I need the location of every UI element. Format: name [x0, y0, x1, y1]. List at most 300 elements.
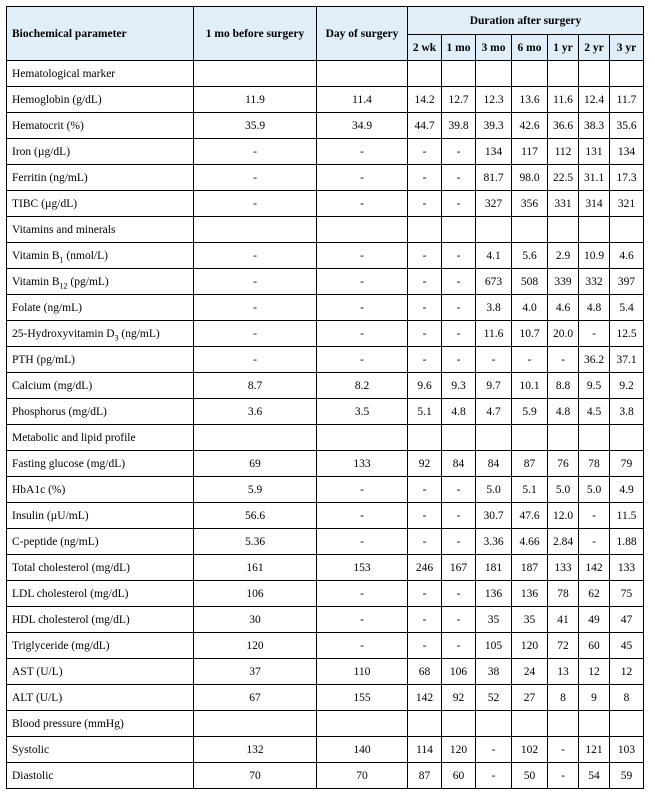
header-period: 1 mo	[442, 35, 476, 61]
value-cell: -	[408, 269, 442, 295]
row-label	[7, 269, 194, 295]
value-cell: 4.66	[512, 529, 548, 555]
value-cell: -	[408, 633, 442, 659]
value-cell: 14.2	[408, 87, 442, 113]
table-row	[7, 451, 644, 477]
row-label-text: Iron (µg/dL)	[12, 145, 71, 158]
row-label	[7, 243, 194, 269]
row-label	[7, 113, 194, 139]
table-row	[7, 763, 644, 789]
value-cell: 4.8	[442, 399, 476, 425]
table-row	[7, 347, 644, 373]
value-cell: 397	[610, 269, 644, 295]
value-cell: 36.2	[579, 347, 610, 373]
empty-cell	[610, 61, 644, 87]
value-cell: -	[442, 243, 476, 269]
table-row	[7, 685, 644, 711]
row-label-text: Phosphorus (mg/dL)	[12, 405, 107, 418]
value-cell: -	[442, 191, 476, 217]
value-cell: 11.7	[610, 87, 644, 113]
empty-cell	[317, 425, 408, 451]
value-cell: 106	[442, 659, 476, 685]
empty-cell	[194, 61, 317, 87]
value-cell: 35.9	[194, 113, 317, 139]
row-label	[7, 555, 194, 581]
value-cell: 4.6	[610, 243, 644, 269]
value-cell: 5.9	[512, 399, 548, 425]
table-row	[7, 373, 644, 399]
empty-cell	[579, 61, 610, 87]
value-cell: 60	[442, 763, 476, 789]
value-cell: 30.7	[476, 503, 512, 529]
value-cell: 321	[610, 191, 644, 217]
value-cell: -	[408, 139, 442, 165]
table-row	[7, 269, 644, 295]
value-cell: 508	[512, 269, 548, 295]
table-header	[7, 7, 644, 61]
empty-cell	[579, 217, 610, 243]
value-cell: 9.7	[476, 373, 512, 399]
empty-cell	[408, 711, 442, 737]
value-cell: 5.6	[512, 243, 548, 269]
value-cell: -	[317, 139, 408, 165]
value-cell: 60	[579, 633, 610, 659]
empty-cell	[408, 217, 442, 243]
value-cell: 87	[408, 763, 442, 789]
value-cell: 5.0	[579, 477, 610, 503]
value-cell: 114	[408, 737, 442, 763]
value-cell: -	[408, 347, 442, 373]
value-cell: -	[408, 607, 442, 633]
value-cell: 50	[512, 763, 548, 789]
value-cell: 5.0	[548, 477, 579, 503]
value-cell: 3.6	[194, 399, 317, 425]
value-cell: 78	[579, 451, 610, 477]
empty-cell	[512, 61, 548, 87]
value-cell: -	[476, 347, 512, 373]
value-cell: 327	[476, 191, 512, 217]
table-row	[7, 607, 644, 633]
value-cell: 112	[548, 139, 579, 165]
value-cell: -	[579, 529, 610, 555]
row-label	[7, 477, 194, 503]
header-period: 6 mo	[512, 35, 548, 61]
value-cell: 2.9	[548, 243, 579, 269]
value-cell: 5.1	[408, 399, 442, 425]
row-label-text: AST (U/L)	[12, 665, 63, 678]
value-cell: 121	[579, 737, 610, 763]
value-cell: 8	[548, 685, 579, 711]
empty-cell	[610, 425, 644, 451]
value-cell: -	[476, 737, 512, 763]
value-cell: 49	[579, 607, 610, 633]
value-cell: 187	[512, 555, 548, 581]
row-label-text: Vitamin B	[12, 249, 60, 262]
value-cell: 4.9	[610, 477, 644, 503]
row-label-text: Hematocrit (%)	[12, 119, 84, 132]
value-cell: -	[442, 477, 476, 503]
value-cell: -	[548, 763, 579, 789]
value-cell: 314	[579, 191, 610, 217]
row-label-text: C-peptide (ng/mL)	[12, 535, 99, 548]
value-cell: -	[317, 477, 408, 503]
value-cell: 92	[408, 451, 442, 477]
value-cell: 12.3	[476, 87, 512, 113]
value-cell: 84	[442, 451, 476, 477]
value-cell: -	[317, 607, 408, 633]
row-label-text: Hemoglobin (g/dL)	[12, 93, 102, 106]
value-cell: 11.5	[610, 503, 644, 529]
value-cell: 12.4	[579, 87, 610, 113]
empty-cell	[194, 425, 317, 451]
empty-cell	[442, 217, 476, 243]
value-cell: 136	[476, 581, 512, 607]
row-label-text: Calcium (mg/dL)	[12, 379, 93, 392]
value-cell: 47	[610, 607, 644, 633]
value-cell: 35.6	[610, 113, 644, 139]
value-cell: 5.9	[194, 477, 317, 503]
value-cell: -	[317, 191, 408, 217]
value-cell: 133	[610, 555, 644, 581]
row-label	[7, 191, 194, 217]
section-label: Metabolic and lipid profile	[7, 425, 194, 451]
value-cell: 5.4	[610, 295, 644, 321]
row-label-text: ALT (U/L)	[12, 691, 63, 704]
value-cell: 75	[610, 581, 644, 607]
value-cell: 117	[512, 139, 548, 165]
row-label-subscript: 3	[114, 332, 119, 342]
value-cell: -	[442, 503, 476, 529]
value-cell: 120	[512, 633, 548, 659]
value-cell: -	[408, 165, 442, 191]
header-day-of-surgery: Day of surgery	[317, 7, 408, 61]
value-cell: -	[194, 165, 317, 191]
empty-cell	[548, 217, 579, 243]
section-row	[7, 217, 644, 243]
value-cell: -	[317, 347, 408, 373]
value-cell: 120	[442, 737, 476, 763]
value-cell: 5.0	[476, 477, 512, 503]
row-label-text: HbA1c (%)	[12, 483, 66, 496]
table-row	[7, 633, 644, 659]
empty-cell	[408, 61, 442, 87]
value-cell: -	[408, 243, 442, 269]
table-row	[7, 321, 644, 347]
table-row	[7, 555, 644, 581]
row-label	[7, 581, 194, 607]
header-parameter: Biochemical parameter	[7, 7, 194, 61]
empty-cell	[512, 217, 548, 243]
value-cell: 34.9	[317, 113, 408, 139]
value-cell: 3.8	[476, 295, 512, 321]
value-cell: -	[548, 347, 579, 373]
empty-cell	[317, 61, 408, 87]
value-cell: 3.8	[610, 399, 644, 425]
row-label-text: 25-Hydroxyvitamin D	[12, 327, 115, 340]
value-cell: 39.3	[476, 113, 512, 139]
value-cell: 4.5	[579, 399, 610, 425]
value-cell: 132	[194, 737, 317, 763]
value-cell: -	[408, 295, 442, 321]
header-period: 2 yr	[579, 35, 610, 61]
value-cell: 8.2	[317, 373, 408, 399]
value-cell: 44.7	[408, 113, 442, 139]
empty-cell	[548, 425, 579, 451]
value-cell: -	[442, 633, 476, 659]
row-label	[7, 685, 194, 711]
table-row	[7, 87, 644, 113]
empty-cell	[476, 61, 512, 87]
table-row	[7, 529, 644, 555]
table-row	[7, 399, 644, 425]
value-cell: 13.6	[512, 87, 548, 113]
value-cell: 181	[476, 555, 512, 581]
value-cell: 4.1	[476, 243, 512, 269]
value-cell: 39.8	[442, 113, 476, 139]
value-cell: -	[317, 165, 408, 191]
value-cell: 98.0	[512, 165, 548, 191]
row-label	[7, 165, 194, 191]
value-cell: -	[194, 139, 317, 165]
value-cell: 142	[408, 685, 442, 711]
row-label	[7, 633, 194, 659]
row-label	[7, 347, 194, 373]
value-cell: -	[317, 503, 408, 529]
value-cell: 133	[317, 451, 408, 477]
value-cell: 24	[512, 659, 548, 685]
value-cell: 339	[548, 269, 579, 295]
value-cell: 12	[610, 659, 644, 685]
table-row	[7, 477, 644, 503]
row-label-text: Total cholesterol (mg/dL)	[12, 561, 130, 574]
row-label	[7, 373, 194, 399]
value-cell: -	[194, 243, 317, 269]
value-cell: -	[408, 477, 442, 503]
value-cell: 8.8	[548, 373, 579, 399]
value-cell: 30	[194, 607, 317, 633]
row-label-text: Ferritin (ng/mL)	[12, 171, 88, 184]
value-cell: -	[408, 503, 442, 529]
value-cell: 673	[476, 269, 512, 295]
value-cell: 69	[194, 451, 317, 477]
value-cell: 47.6	[512, 503, 548, 529]
value-cell: -	[317, 243, 408, 269]
value-cell: -	[442, 295, 476, 321]
empty-cell	[548, 61, 579, 87]
value-cell: 70	[194, 763, 317, 789]
value-cell: -	[579, 503, 610, 529]
value-cell: 36.6	[548, 113, 579, 139]
row-label	[7, 659, 194, 685]
header-period: 1 yr	[548, 35, 579, 61]
value-cell: -	[442, 347, 476, 373]
value-cell: 140	[317, 737, 408, 763]
value-cell: -	[317, 321, 408, 347]
empty-cell	[317, 217, 408, 243]
value-cell: 142	[579, 555, 610, 581]
value-cell: -	[194, 321, 317, 347]
table-row	[7, 165, 644, 191]
row-label-text: LDL cholesterol (mg/dL)	[12, 587, 129, 600]
value-cell: -	[194, 295, 317, 321]
value-cell: 76	[548, 451, 579, 477]
row-label	[7, 737, 194, 763]
value-cell: 4.6	[548, 295, 579, 321]
empty-cell	[512, 425, 548, 451]
value-cell: -	[317, 529, 408, 555]
value-cell: 10.1	[512, 373, 548, 399]
value-cell: 3.36	[476, 529, 512, 555]
value-cell: 12	[579, 659, 610, 685]
value-cell: 4.7	[476, 399, 512, 425]
table-row	[7, 191, 644, 217]
row-label-subscript: 1	[59, 254, 64, 264]
empty-cell	[194, 711, 317, 737]
value-cell: 22.5	[548, 165, 579, 191]
empty-cell	[194, 217, 317, 243]
value-cell: 5.1	[512, 477, 548, 503]
value-cell: -	[194, 347, 317, 373]
table-row	[7, 113, 644, 139]
value-cell: -	[442, 529, 476, 555]
value-cell: 4.8	[579, 295, 610, 321]
value-cell: 9.5	[579, 373, 610, 399]
value-cell: -	[579, 321, 610, 347]
section-row	[7, 711, 644, 737]
value-cell: 356	[512, 191, 548, 217]
value-cell: 5.36	[194, 529, 317, 555]
table-row	[7, 243, 644, 269]
value-cell: 167	[442, 555, 476, 581]
value-cell: 54	[579, 763, 610, 789]
value-cell: 106	[194, 581, 317, 607]
value-cell: 12.0	[548, 503, 579, 529]
row-label-text: TIBC (µg/dL)	[12, 197, 78, 210]
value-cell: 68	[408, 659, 442, 685]
value-cell: 79	[610, 451, 644, 477]
value-cell: 11.6	[476, 321, 512, 347]
row-label-text: Insulin (µU/mL)	[12, 509, 89, 522]
row-label	[7, 321, 194, 347]
value-cell: 62	[579, 581, 610, 607]
row-label-unit: (pg/mL)	[67, 275, 109, 288]
value-cell: 120	[194, 633, 317, 659]
row-label	[7, 503, 194, 529]
empty-cell	[317, 711, 408, 737]
value-cell: 102	[512, 737, 548, 763]
table-row	[7, 295, 644, 321]
value-cell: 8	[610, 685, 644, 711]
value-cell: 41	[548, 607, 579, 633]
value-cell: 12.5	[610, 321, 644, 347]
value-cell: 10.7	[512, 321, 548, 347]
value-cell: -	[317, 581, 408, 607]
empty-cell	[442, 61, 476, 87]
value-cell: -	[408, 321, 442, 347]
empty-cell	[548, 711, 579, 737]
value-cell: 56.6	[194, 503, 317, 529]
value-cell: -	[408, 529, 442, 555]
value-cell: 2.84	[548, 529, 579, 555]
value-cell: -	[194, 191, 317, 217]
value-cell: 153	[317, 555, 408, 581]
value-cell: 9.3	[442, 373, 476, 399]
row-label	[7, 451, 194, 477]
value-cell: -	[408, 191, 442, 217]
row-label-unit: (nmol/L)	[63, 249, 108, 262]
row-label-text: Systolic	[12, 743, 50, 756]
empty-cell	[512, 711, 548, 737]
value-cell: -	[442, 165, 476, 191]
value-cell: 12.7	[442, 87, 476, 113]
section-row	[7, 425, 644, 451]
value-cell: 45	[610, 633, 644, 659]
empty-cell	[476, 217, 512, 243]
header-duration-after: Duration after surgery	[408, 7, 644, 35]
table-row	[7, 139, 644, 165]
value-cell: 52	[476, 685, 512, 711]
row-label	[7, 529, 194, 555]
value-cell: -	[317, 269, 408, 295]
value-cell: 133	[548, 555, 579, 581]
value-cell: 84	[476, 451, 512, 477]
row-label	[7, 607, 194, 633]
value-cell: 92	[442, 685, 476, 711]
value-cell: 37.1	[610, 347, 644, 373]
row-label	[7, 139, 194, 165]
value-cell: 27	[512, 685, 548, 711]
value-cell: 31.1	[579, 165, 610, 191]
value-cell: -	[476, 763, 512, 789]
table-row	[7, 503, 644, 529]
value-cell: 35	[512, 607, 548, 633]
value-cell: 134	[610, 139, 644, 165]
value-cell: 4.0	[512, 295, 548, 321]
row-label-text: PTH (pg/mL)	[12, 353, 75, 366]
value-cell: 81.7	[476, 165, 512, 191]
table-body	[7, 61, 644, 789]
value-cell: -	[317, 295, 408, 321]
value-cell: -	[442, 269, 476, 295]
table-row	[7, 737, 644, 763]
value-cell: -	[442, 321, 476, 347]
header-before-surgery: 1 mo before surgery	[194, 7, 317, 61]
row-label	[7, 87, 194, 113]
section-label: Blood pressure (mmHg)	[7, 711, 194, 737]
value-cell: 13	[548, 659, 579, 685]
value-cell: 331	[548, 191, 579, 217]
value-cell: 87	[512, 451, 548, 477]
value-cell: 78	[548, 581, 579, 607]
value-cell: 1.88	[610, 529, 644, 555]
value-cell: 9.6	[408, 373, 442, 399]
header-period: 3 mo	[476, 35, 512, 61]
empty-cell	[579, 711, 610, 737]
value-cell: 9	[579, 685, 610, 711]
value-cell: 161	[194, 555, 317, 581]
value-cell: 9.2	[610, 373, 644, 399]
value-cell: -	[408, 581, 442, 607]
empty-cell	[476, 711, 512, 737]
value-cell: 38	[476, 659, 512, 685]
value-cell: 246	[408, 555, 442, 581]
value-cell: 103	[610, 737, 644, 763]
value-cell: -	[512, 347, 548, 373]
value-cell: 11.6	[548, 87, 579, 113]
value-cell: 59	[610, 763, 644, 789]
value-cell: 72	[548, 633, 579, 659]
empty-cell	[579, 425, 610, 451]
